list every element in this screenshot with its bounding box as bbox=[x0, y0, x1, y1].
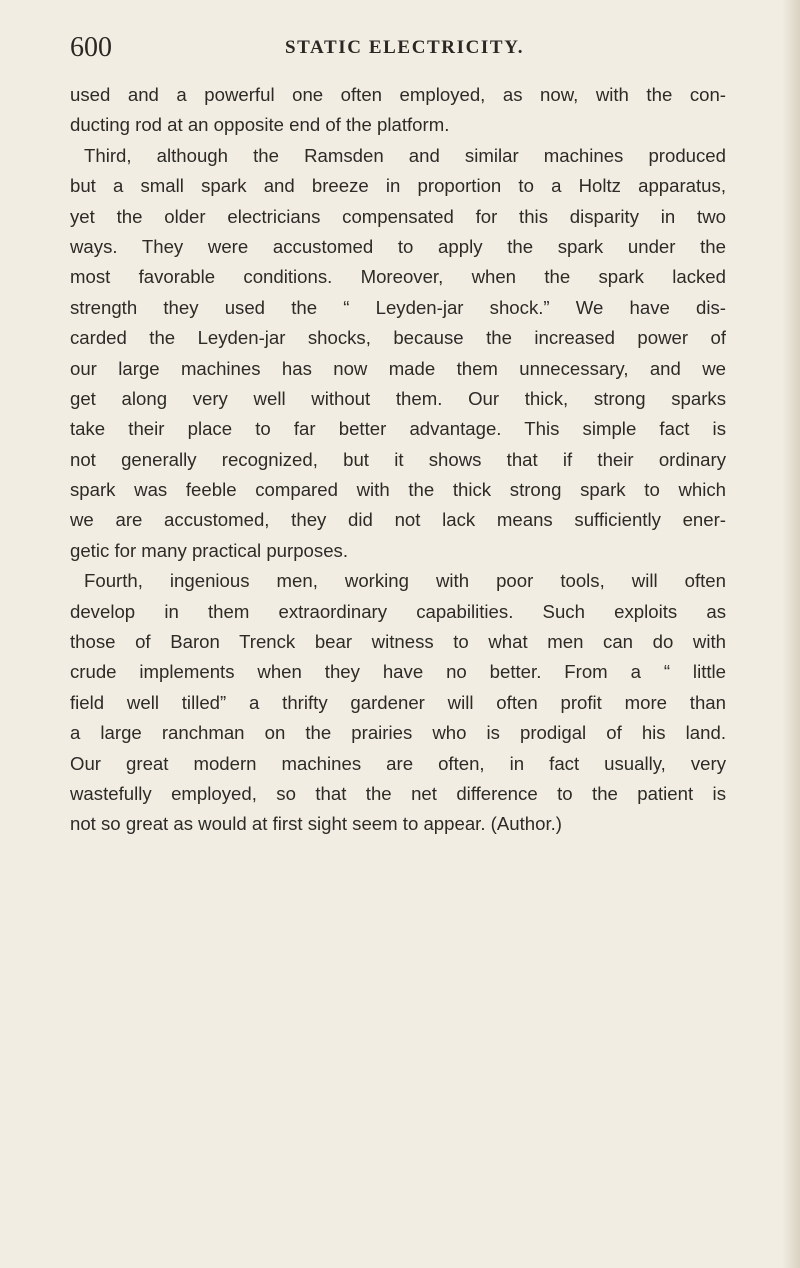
text-line: our large machines has now made them unnecessary, and we bbox=[70, 357, 726, 379]
text-line: get along very well without them. Our thick, strong sparks bbox=[70, 387, 726, 409]
text-line: Fourth, ingenious men, working with poor tools, will often bbox=[84, 570, 726, 592]
text-line: Third, although the Ramsden and similar machines produced bbox=[84, 144, 726, 166]
text-line: take their place to far better advantage. This simple fact is bbox=[70, 418, 726, 440]
text-line: getic for many practical purposes. bbox=[70, 539, 348, 561]
text-line: Our great modern machines are often, in fact usually, very bbox=[70, 752, 726, 774]
text-line: not so great as would at first sight seem to appear. (Author.) bbox=[70, 813, 562, 835]
page-edge bbox=[782, 0, 800, 1268]
text-line: ways. They were accustomed to apply the spark under the bbox=[70, 235, 726, 257]
text-line: used and a powerful one often employed, as now, with the con- bbox=[70, 84, 726, 105]
text-line: yet the older electricians compensated for this disparity in two bbox=[70, 205, 726, 227]
text-line: ducting rod at an opposite end of the platform. bbox=[70, 114, 450, 136]
running-title: STATIC ELECTRICITY. bbox=[285, 37, 525, 58]
text-line: those of Baron Trenck bear witness to what men can do with bbox=[70, 631, 726, 653]
text-line: a large ranchman on the prairies who is prodigal of his land. bbox=[70, 722, 726, 744]
text-line: most favorable conditions. Moreover, when the spark lacked bbox=[70, 266, 726, 288]
text-line: develop in them extraordinary capabilities. Such exploits as bbox=[70, 600, 726, 622]
text-line: strength they used the “ Leyden-jar shock.” We have dis- bbox=[70, 296, 726, 318]
text-line: spark was feeble compared with the thick strong spark to which bbox=[70, 479, 726, 501]
text-line: we are accustomed, they did not lack means sufficiently ener- bbox=[70, 509, 726, 531]
body-text bbox=[70, 80, 726, 840]
text-line: field well tilled” a thrifty gardener will often profit more than bbox=[70, 691, 726, 713]
running-head bbox=[70, 30, 730, 66]
page-number: 600 bbox=[70, 32, 112, 63]
text-line: not generally recognized, but it shows that if their ordinary bbox=[70, 448, 726, 470]
text-line: wastefully employed, so that the net difference to the patient is bbox=[70, 782, 726, 804]
text-line: carded the Leyden-jar shocks, because the increased power of bbox=[70, 327, 726, 349]
text-line: but a small spark and breeze in proportion to a Holtz apparatus, bbox=[70, 175, 726, 197]
text-line: crude implements when they have no better. From a “ little bbox=[70, 661, 726, 683]
